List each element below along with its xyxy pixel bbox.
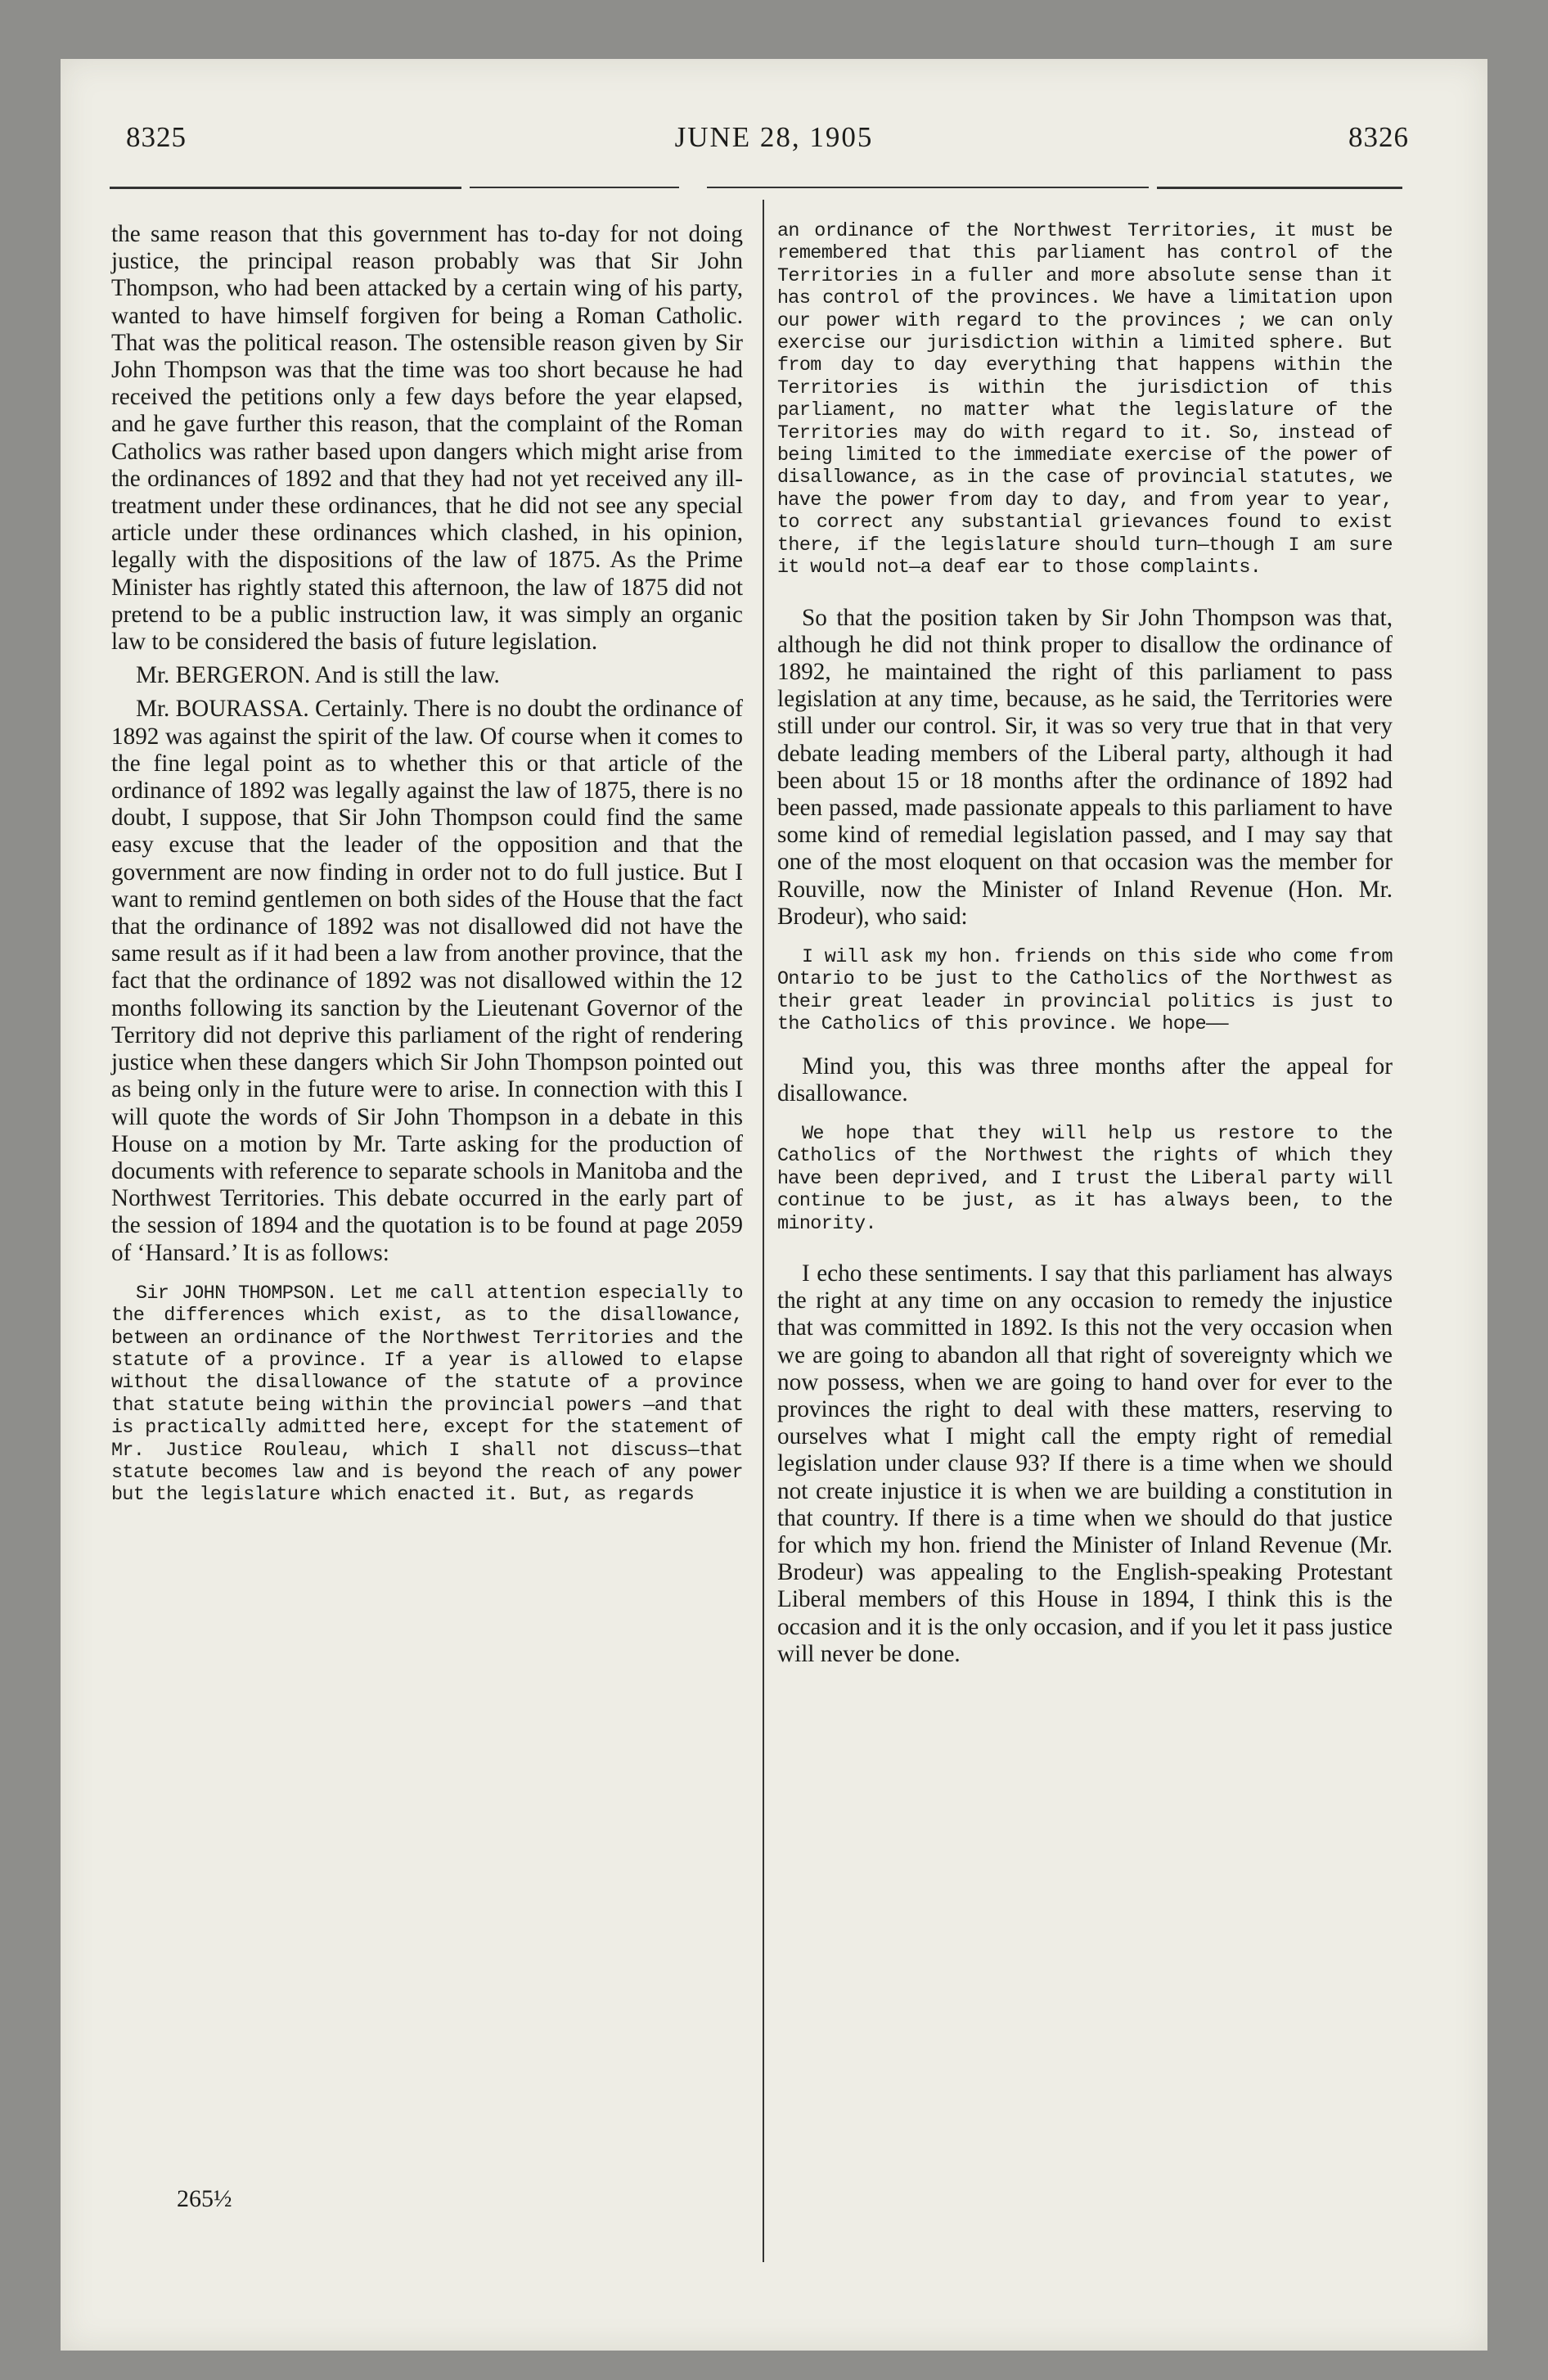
page-number-left: 8325 [126,121,187,153]
header-rule [110,187,461,189]
paragraph: I echo these sentiments. I say that this parliament has always the right at any time on any occasion to remedy the injustice that was committed in 1892. Is this not the very occasion when we are going to abandon all that right of sovereignty which we now possess, when we are going to hand over for ever to the provinces the right to deal with these matters, reserving to ourselves what I might call the empty right of remedial legislation under clause 93? If there is a time when we should not create injustice it is when we are building a constitution in that country. If there is a time when we should do that justice for which my hon. friend the Minister of Inland Revenue (Mr. Brodeur) was appealing to the English-speaking Protestant Liberal members of this House in 1894, I think this is the occasion and it is the only occasion, and if you let it pass justice will never be done. [777,1260,1393,1667]
speaker-paragraph: Mr. BOURASSA. Certainly. There is no doubt the ordinance of 1892 was against the spirit of the law. Of course when it comes to the fine legal point as to whether this or that article of the ordinance of 1892 was legally against the law of 1875, there is no doubt, I suppose, that Sir John Thompson could find the same easy excuse that the leader of the opposition and that the government are now finding in order not to do full justice. But I want to remind gentlemen on both sides of the House that the fact that the ordinance of 1892 was not disallowed did not have the same result as if it had been a law from another province, that the fact that the ordinance of 1892 was not disallowed within the 12 months following its sanction by the Lieutenant Governor of the Territory did not deprive this parliament of the right of rendering justice when these dangers which Sir John Thompson pointed out as being only in the future were to arise. In connection with this I will quote the words of Sir John Thompson in a debate in this House on a motion by Mr. Tarte asking for the production of documents with reference to separate schools in Manitoba and the Northwest Territories. This debate occurred in the early part of the session of 1894 and the quotation is to be found at page 2059 of ‘Hansard.’ It is as follows: [111,696,743,1266]
block-quote: an ordinance of the Northwest Territories, it must be remembered that this parliament has control of the Territories in a fuller and more absolute sense than it has control of the provinces. We have a limitation upon our power with regard to the provinces ; we can only exercise our jurisdiction within a limited sphere. But from day to day everything that happens within the Territories is within the jurisdiction of this parliament, no matter what the legislature of the Territories may do with regard to it. So, instead of being limited to the immediate exercise of the power of disallowance, as in the case of provincial statutes, we have the power from day to day, and from year to year, to correct any substantial grievances found to exist there, if the legislature should turn—though I am sure it would not—a deaf ear to those complaints. [777,221,1393,579]
folio-mark: 265½ [177,2185,232,2212]
block-quote: Sir JOHN THOMPSON. Let me call attention especially to the differences which exist, as to the disallowance, between an ordinance of the Northwest Territories and the statute of a province. If a year is allowed to elapse without the disallowance of the statute of a province that statute being within the provincial powers —and that is practically admitted here, except for the statement of Mr. Justice Rouleau, which I shall not discuss—that statute becomes law and is beyond the reach of any power but the legislature which enacted it. But, as regards [111,1282,743,1507]
column-divider [763,200,764,2262]
paragraph: So that the position taken by Sir John Thompson was that, although he did not think proper to disallow the ordinance of 1892, he maintained the right of this parliament to pass legislation at any time, because, as he said, the Territories were still under our control. Sir, it was so very true that in that very debate leading members of the Liberal party, although it had been about 15 or 18 months after the ordinance of 1892 had been passed, made passionate appeals to this parliament to have some kind of remedial legislation passed, and I may say that one of the most eloquent on that occasion was the member for Rouville, now the Minister of Inland Revenue (Hon. Mr. Brodeur), who said: [777,604,1393,930]
speaker-paragraph: Mr. BERGERON. And is still the law. [136,662,500,689]
hansard-page [61,59,1487,2351]
header-rule [470,187,679,188]
header-rule [1157,187,1402,189]
left-column [111,221,743,1508]
header-rule [707,187,1149,188]
paragraph: the same reason that this government has to-day for not doing justice, the principal reason probably was that Sir John Thompson, who had been attacked by a certain wing of his party, wanted to have himself forgiven for being a Roman Catholic. That was the political reason. The ostensible reason given by Sir John Thompson was that the time was too short because he had received the petitions only a few days before the year elapsed, and he gave further this reason, that the complaint of the Roman Catholics was rather based upon dangers which might arise from the ordinances of 1892 and that they had not yet received any ill-treatment under these ordinances, that he did not see any special article under these ordinances which clashed, in his opinion, legally with the dispositions of the law of 1875. As the Prime Minister has rightly stated this afternoon, the law of 1875 did not pretend to be a public instruction law, it was simply an organic law to be considered the basis of future legislation. [111,221,743,656]
page-number-right: 8326 [1348,121,1409,153]
right-column [777,221,1393,1668]
block-quote: We hope that they will help us restore to the Catholics of the Northwest the rights of which they have been deprived, and I trust the Liberal party will continue to be just, as it has always been, to the minority. [777,1123,1393,1235]
paragraph: Mind you, this was three months after the appeal for disallowance. [777,1053,1393,1107]
page-date-header: JUNE 28, 1905 [674,121,874,153]
block-quote: I will ask my hon. friends on this side who come from Ontario to be just to the Catholics of the Northwest as their great leader in provincial politics is just to the Catholics of this province. We hope—— [777,946,1393,1036]
